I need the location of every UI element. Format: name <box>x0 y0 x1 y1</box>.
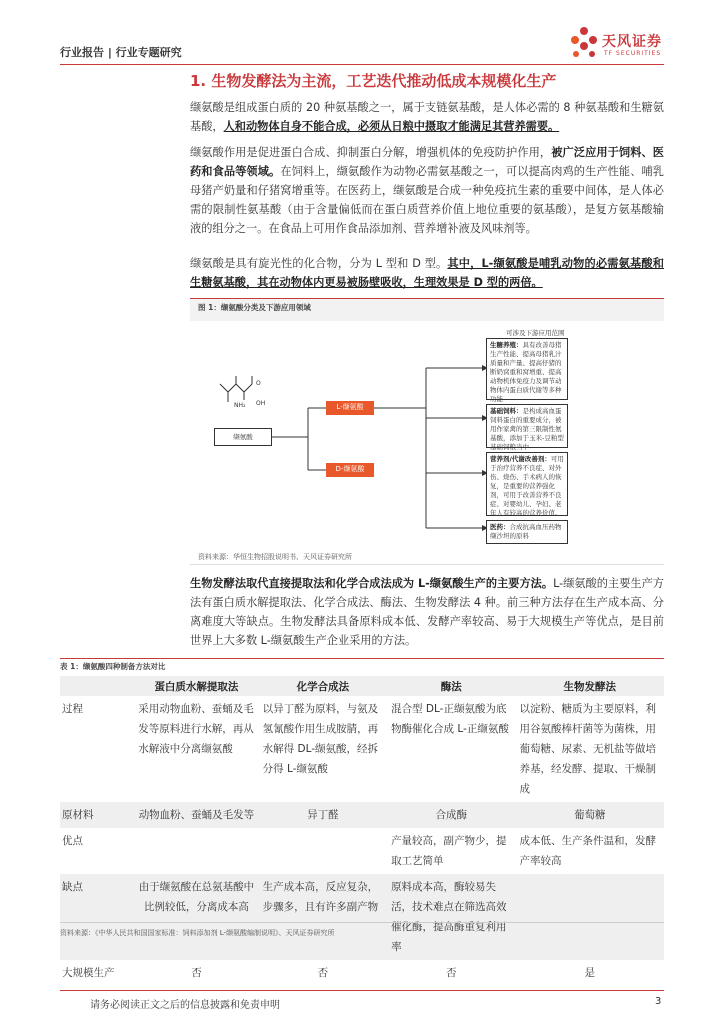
table-title: 表 1：缬氨酸四种制备方法对比 <box>60 662 166 671</box>
paragraph-4-text: L-缬氨酸的主要生产方法有蛋白质水解提取法、化学合成法、酶法、生物发酵法 4 种。前三种方法存在生产成本高、分离难度大等缺点。生物发酵法具备原料成本低、发酵产率较高、易于大规模生产等优点，是目前世界上大多数 L-缬氨酸生产企业采用的方法。 <box>190 577 664 647</box>
table-divider <box>60 922 664 923</box>
table-cell: 成本低、生产条件温和，发酵产率较高 <box>519 835 656 867</box>
table-cell: 葡萄糖 <box>515 802 664 828</box>
row-label: 优点 <box>62 835 83 847</box>
methods-table <box>60 676 664 986</box>
paragraph-2-text-a: 缬氨酸作用是促进蛋白合成、抑制蛋白分解，增强机体的免疫防护作用， <box>190 146 552 159</box>
app-box-3 <box>486 452 568 516</box>
figure-source: 资料来源：华恒生物招股说明书、天风证券研究所 <box>198 553 352 561</box>
table-cell <box>515 874 664 960</box>
molecule-oh-label: OH <box>256 400 266 407</box>
brand-logo <box>568 26 668 64</box>
table-cell: 否 <box>191 967 202 979</box>
figure-title: 图 1：缬氨酸分类及下游应用领域 <box>198 303 311 312</box>
valine-diagram <box>190 320 664 550</box>
paragraph-3-emphasis: 其中，L-缬氨酸是哺乳动物的必需氨基酸和生糖氨基酸，其在动物体内更易被肠壁吸收，生理效果是 D 型的两倍。 <box>190 257 664 289</box>
app-box-4 <box>486 520 568 544</box>
app-name-1: 生糖养殖： <box>490 341 523 349</box>
row-label: 大规模生产 <box>62 967 115 979</box>
app-box-2 <box>486 404 568 451</box>
app-name-2: 基础饲料： <box>490 407 523 415</box>
table-cell: 混合型 DL-正缬氨酸为底物酶催化合成 L-正缬氨酸 <box>391 703 509 735</box>
table-row <box>60 802 664 828</box>
brand-name-en: TF SECURITIES <box>604 50 662 57</box>
report-category: 行业报告 | 行业专题研究 <box>60 46 182 59</box>
tf-logo-icon <box>568 26 600 60</box>
paragraph-1 <box>190 98 664 136</box>
table-header-cell: 酶法 <box>387 676 515 696</box>
section-title: 1. 生物发酵法为主流，工艺迭代推动低成本规模化生产 <box>190 72 557 90</box>
table-cell: 异丁醛 <box>259 802 387 828</box>
app-desc-2: 是构成高血蛋饲料蛋白的重要成分，被用作家禽的第三限制性氨基酸，添加于玉米-豆粕型基础饲粮当中 <box>490 407 564 451</box>
table-cell: 采用动物血粉、蚕蛹及毛发等原料进行水解，再从水解液中分离缬氨酸 <box>138 703 254 755</box>
table-cell: 动物血粉、蚕蛹及毛发等 <box>134 802 258 828</box>
paragraph-4 <box>190 574 664 650</box>
footer-divider <box>60 990 664 991</box>
paragraph-1-emphasis: 人和动物体自身不能合成，必须从日粮中摄取才能满足其营养需要。 <box>223 120 560 133</box>
table-row <box>60 874 664 960</box>
paragraph-2-text-b: 在饲料上，缬氨酸作为动物必需氨基酸之一，可以提高肉鸡的生产性能、哺乳母猪产奶量和仔猪窝增重等。在医药上，缬氨酸是合成一种免疫抗生素的重要中间体，是人体必需的限制性氨基酸（由于含量偏低而在蛋白质营养价值上地位重要的氨基酸），是复方氨基酸输液的组分之一。在食品上可用作食品添加剂、营养增补液及风味剂等。 <box>190 165 664 235</box>
table-cell: 否 <box>317 967 329 979</box>
table-cell: 合成酶 <box>387 802 515 828</box>
valine-root-box <box>214 428 272 446</box>
valine-molecule-icon <box>220 376 252 402</box>
row-label: 缺点 <box>60 874 134 960</box>
table-cell: 以淀粉、糖质为主要原料，利用谷氨酸棒杆菌等为菌株，用葡萄糖、尿素、无机盐等做培养基，经发酵、提取、干燥制成 <box>519 703 656 795</box>
paragraph-4-emphasis: 生物发酵法取代直接提取法和化学合成法成为 L-缬氨酸生产的主要方法。 <box>190 577 554 590</box>
table-cell: 由于缬氨酸在总氨基酸中比例较低，分离成本高 <box>134 874 258 960</box>
table-row <box>60 696 664 802</box>
table-header-row <box>60 676 664 696</box>
molecule-nh2-label: NH₂ <box>234 402 246 409</box>
paragraph-1-text: 缬氨酸是组成蛋白质的 20 种氨基酸之一，属于支链氨基酸，是人体必需的 8 种氨基酸和生糖氨基酸， <box>190 101 664 133</box>
table-header-cell: 化学合成法 <box>259 676 387 696</box>
app-name-4: 医药： <box>490 523 510 531</box>
molecule-o-label: O <box>256 380 261 387</box>
table-cell: 生产成本高，反应复杂，步骤多，且有许多副产物 <box>259 874 387 960</box>
table-cell: 是 <box>584 967 595 979</box>
table-row <box>60 828 664 874</box>
figure-divider <box>190 564 664 565</box>
page-number: 3 <box>655 996 662 1007</box>
table-header-cell: 生物发酵法 <box>515 676 664 696</box>
brand-name-cn: 天风证券 <box>602 34 662 50</box>
apps-header: 可涉及下游应用范围 <box>506 329 565 337</box>
paragraph-2 <box>190 143 664 238</box>
table-source: 资料来源：《中华人民共和国国家标准：饲料添加剂 L-缬氨酸编制说明》、天风证券研究所 <box>60 929 335 937</box>
table-cell: 产量较高，副产物少，提取工艺简单 <box>391 835 507 867</box>
app-desc-3: 可用于治疗营养不良症、对外伤、烧伤、手术病人的恢复，是重要的营养强化剂，可用于改善营养不良症、对婴幼儿、孕妇、老年人有较高的营养价值。 <box>490 455 564 517</box>
header-divider <box>60 64 664 65</box>
table-row <box>60 960 664 986</box>
table-header-cell: 蛋白质水解提取法 <box>134 676 258 696</box>
app-desc-1: 具有改善母猪生产性能、提高母猪乳汁质量和产量、提高仔猪的断奶窝重和窝增重、提高动物机体免疫力及调节动物体内蛋白质代谢等多种功能 <box>490 341 562 403</box>
table-cell <box>259 828 387 874</box>
app-name-3: 营养剂/代谢改善剂： <box>490 455 551 463</box>
l-valine-box: L-缬氨酸 <box>326 401 374 415</box>
paragraph-3-text: 缬氨酸是具有旋光性的化合物，分为 L 型和 D 型。 <box>190 257 448 270</box>
table-cell: 否 <box>446 967 457 979</box>
table-cell: 原料成本高，酶较易失活，技术难点在筛选高效催化酶，提高酶重复利用率 <box>387 874 515 960</box>
footer-disclaimer: 请务必阅读正文之后的信息披露和免责申明 <box>90 1000 280 1011</box>
d-valine-box: D-缬氨酸 <box>326 463 374 477</box>
row-label: 原材料 <box>60 802 134 828</box>
paragraph-3 <box>190 254 664 292</box>
valine-root-label: 缬氨酸 <box>233 433 253 441</box>
table-cell: 以异丁醛为原料，与氨及氢氰酸作用生成胺腈，再水解得 DL-缬氨酸，经拆分得 L-缬氨酸 <box>262 703 379 775</box>
app-box-1 <box>486 338 568 403</box>
table-header-cell <box>60 676 134 696</box>
app-desc-4: 合成抗高血压药物缬沙坦的原料 <box>490 523 562 540</box>
row-label: 过程 <box>62 703 83 715</box>
paragraph-2-emphasis: 被广泛应用于饲料、医药和食品等领域。 <box>190 146 664 178</box>
table-cell <box>134 828 258 874</box>
